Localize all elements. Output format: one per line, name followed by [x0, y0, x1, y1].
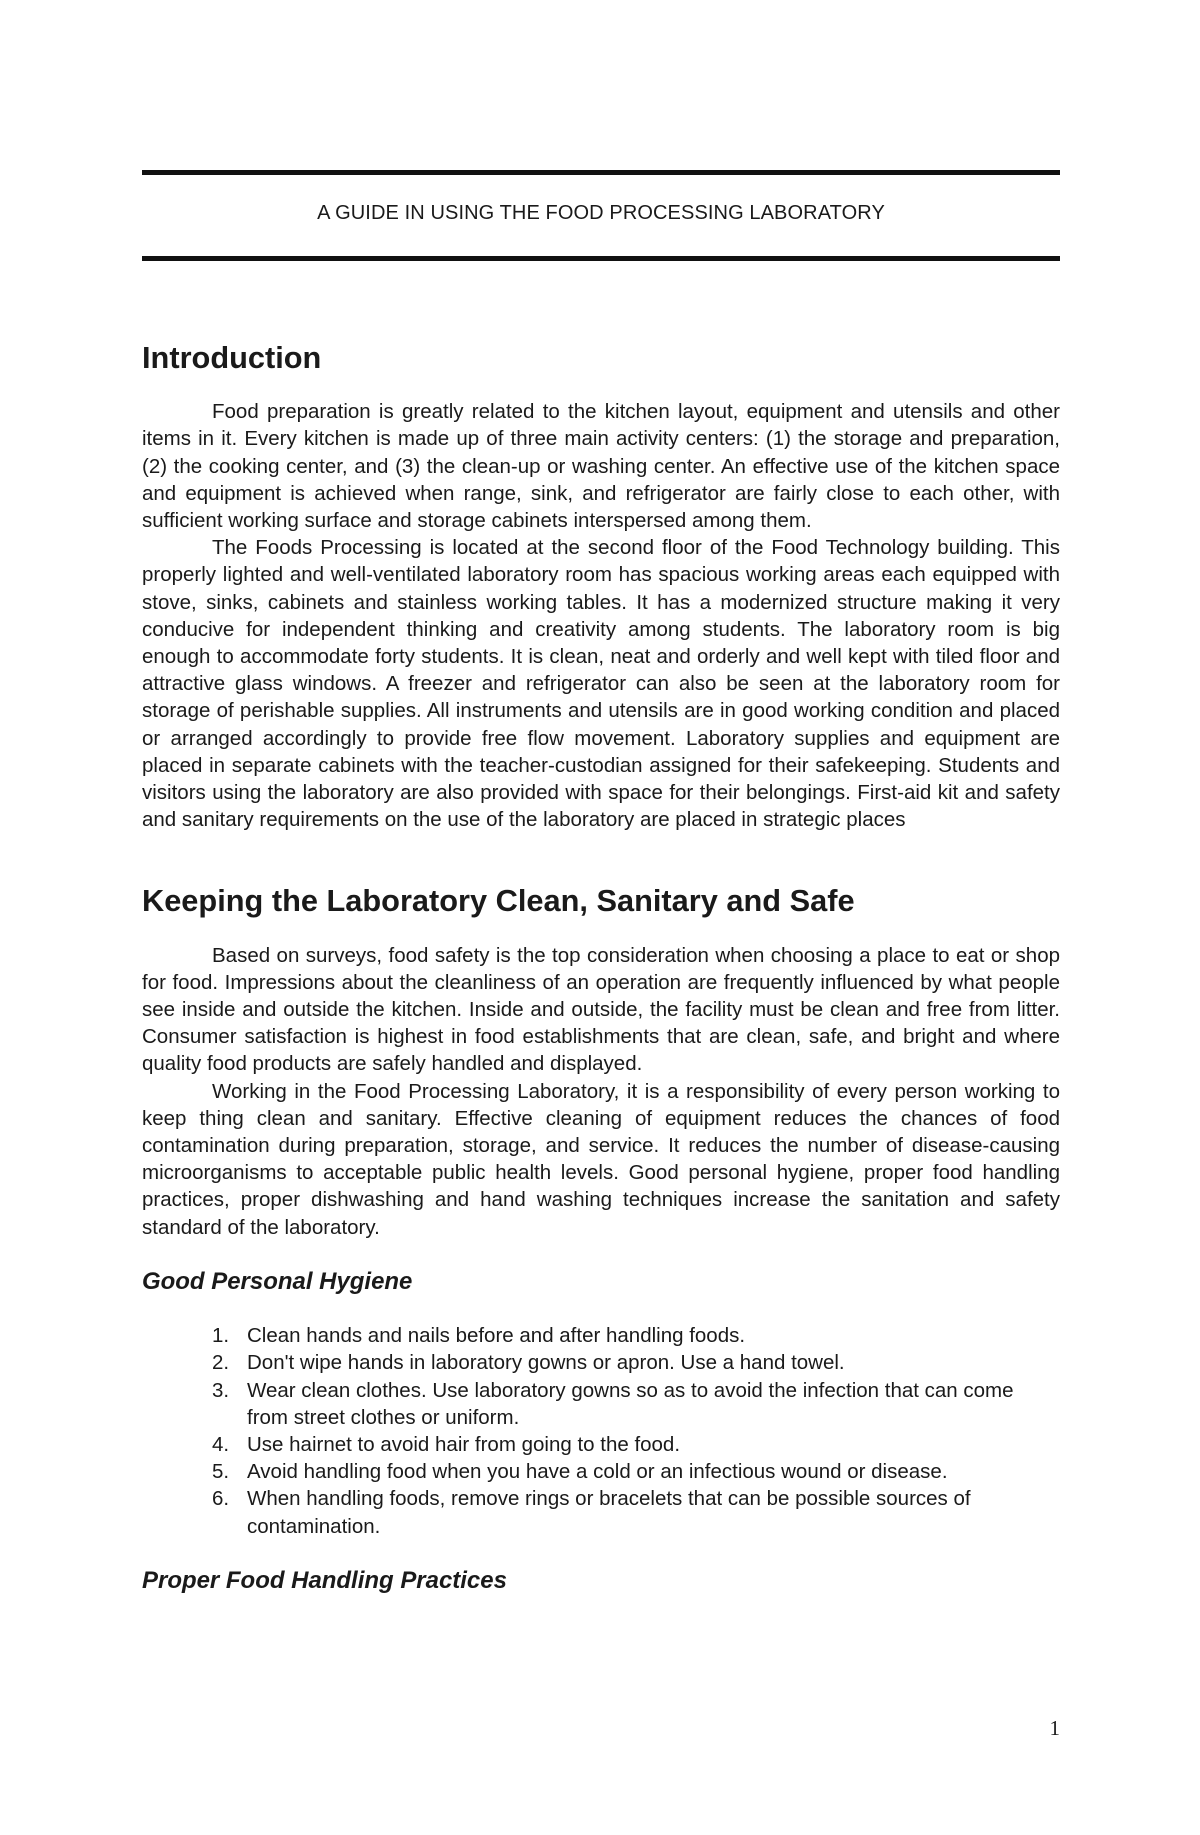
- hygiene-list: [142, 1322, 1060, 1540]
- keeping-clean-paragraph: Based on surveys, food safety is the top consideration when choosing a place to eat or shop for food. Impressions about the cleanliness of an operation are frequently influenced by what people see inside and outside the kitchen. Inside and outside, the facility must be clean and free from litter. Consumer satisfaction is highest in food establishments that are clean, safe, and bright and where quality food products are safely handled and displayed.: [142, 943, 1060, 1076]
- document-body: [142, 340, 1060, 1594]
- list-item-text: Clean hands and nails before and after handling foods.: [247, 1324, 746, 1348]
- list-item-number: 4.: [212, 1432, 230, 1456]
- document-page: [142, 0, 1060, 1835]
- list-item: [142, 1349, 1060, 1376]
- hygiene-subheading: Good Personal Hygiene: [142, 1267, 413, 1295]
- list-item-number: 1.: [212, 1324, 230, 1348]
- introduction-paragraph: Food preparation is greatly related to the kitchen layout, equipment and utensils and other items in it. Every kitchen is made up of three main activity centers: (1) the storage and preparation, (2) the cooking center, and (3) the clean-up or washing center. An effective use of the kitchen space and equipment is achieved when range, sink, and refrigerator are fairly close to each other, with sufficient working surface and storage cabinets interspersed among them.: [142, 400, 1060, 533]
- title-bottom-rule: [142, 256, 1060, 261]
- list-item-text: Don't wipe hands in laboratory gowns or apron. Use a hand towel.: [247, 1351, 845, 1375]
- keeping-clean-paragraph: Working in the Food Processing Laboratory, it is a responsibility of every person working to keep thing clean and sanitary. Effective cleaning of equipment reduces the chances of food contamination during preparation, storage, and service. It reduces the number of disease-causing microorganisms to acceptable public health levels. Good personal hygiene, proper food handling practices, proper dishwashing and hand washing techniques increase the sanitation and safety standard of the laboratory.: [142, 1079, 1060, 1239]
- introduction-paragraph: The Foods Processing is located at the second floor of the Food Technology building. This properly lighted and well-ventilated laboratory room has spacious working areas each equipped with stove, sinks, cabinets and stainless working tables. It has a modernized structure making it very conducive for independent thinking and creativity among students. The laboratory room is big enough to accommodate forty students. It is clean, neat and orderly and well kept with tiled floor and attractive glass windows. A freezer and refrigerator can also be seen at the laboratory room for storage of perishable supplies. All instruments and utensils are in good working condition and placed or arranged accordingly to provide free flow movement. Laboratory supplies and equipment are placed in separate cabinets with the teacher-custodian assigned for their safekeeping. Students and visitors using the laboratory are also provided with space for their belongings. First-aid kit and safety and sanitary requirements on the use of the laboratory are placed in strategic places: [142, 536, 1060, 832]
- list-item: [142, 1377, 1060, 1431]
- list-item-text: Avoid handling food when you have a cold or an infectious wound or disease.: [247, 1460, 948, 1484]
- list-item: [142, 1431, 1060, 1458]
- list-item-number: 2.: [212, 1351, 230, 1375]
- introduction-heading: Introduction: [142, 340, 322, 375]
- list-item-text: When handling foods, remove rings or bracelets that can be possible sources of contamination.: [247, 1487, 971, 1538]
- list-item-text: Wear clean clothes. Use laboratory gowns so as to avoid the infection that can come from street clothes or uniform.: [247, 1378, 1014, 1429]
- keeping-clean-heading: Keeping the Laboratory Clean, Sanitary and Safe: [142, 883, 855, 919]
- list-item: [142, 1458, 1060, 1485]
- list-item: [142, 1485, 1060, 1539]
- document-title: A GUIDE IN USING THE FOOD PROCESSING LABORATORY: [317, 202, 885, 224]
- list-item-text: Use hairnet to avoid hair from going to the food.: [247, 1432, 681, 1456]
- list-item: [142, 1322, 1060, 1349]
- food-handling-subheading: Proper Food Handling Practices: [142, 1566, 507, 1594]
- list-item-number: 5.: [212, 1460, 230, 1484]
- page-number: 1: [1049, 1716, 1060, 1740]
- title-top-rule: [142, 170, 1060, 175]
- list-item-number: 3.: [212, 1378, 230, 1402]
- list-item-number: 6.: [212, 1487, 230, 1511]
